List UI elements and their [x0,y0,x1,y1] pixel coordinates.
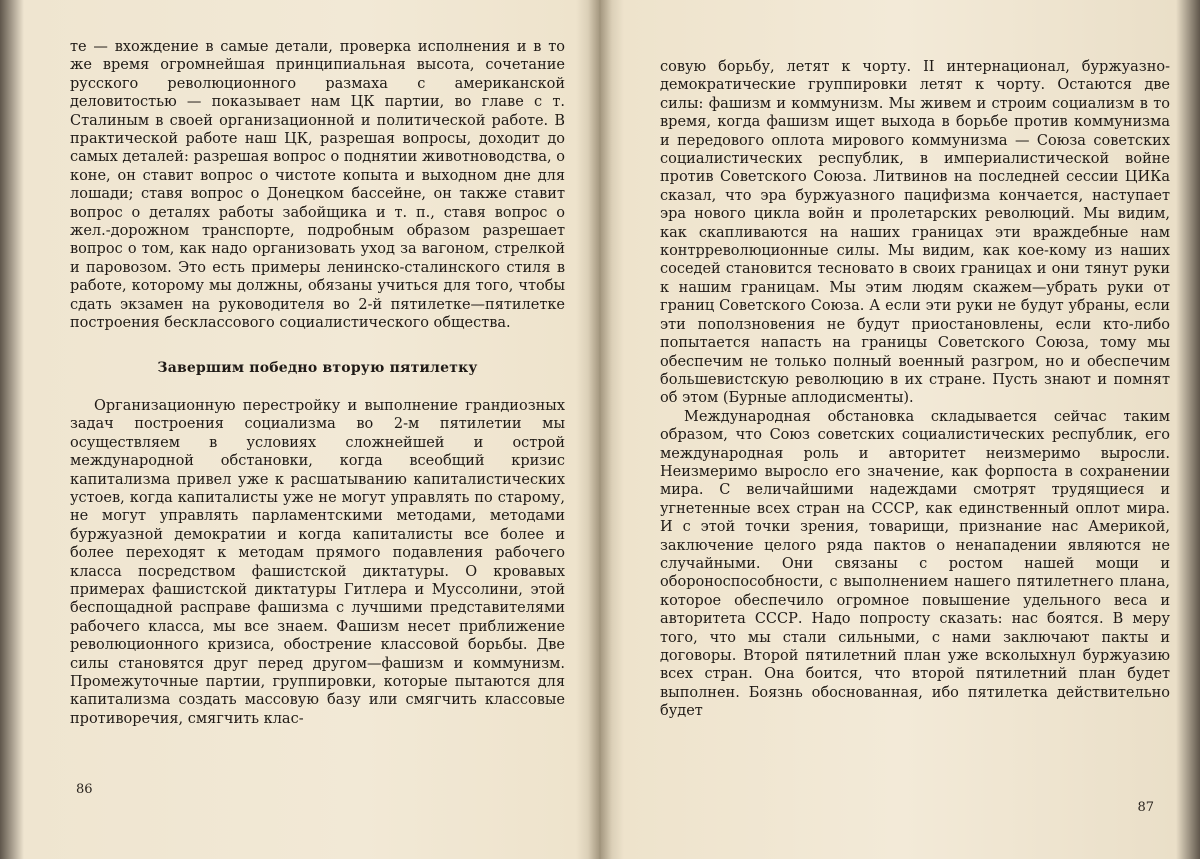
right-paragraph-2: Международная обстановка складывается сейчас таким образом, что Союз советских социалистических республик, его международная роль и авторитет неизмеримо выросли. Неизмеримо выросло его значение, как форпоста в сохранении мира. С величайшими надеждами смотрят трудящиеся и угнетенные всех стран на СССР, как единственный оплот мира. И с этой точки зрения, товарищи, признание нас Америкой, заключение целого ряда пактов о ненападении являются не случайными. Они связаны с ростом нашей мощи и обороноспособности, с выполнением нашего пятилетнего плана, которое обеспечило огромное повышение удельного веса и авторитета СССР. Надо попросту сказать: нас боятся. В меру того, что мы стали сильными, с нами заключают пакты и договоры. Второй пятилетний план уже всколыхнул буржуазию всех стран. Она боится, что второй пятилетний план будет выполнен. Боязнь обоснованная, ибо пятилетка действительно будет [660,408,1170,720]
right-page [600,0,1200,859]
right-page-number: 87 [1137,800,1154,815]
section-heading: Завершим победно вторую пятилетку [157,359,478,376]
left-page-text [70,38,565,728]
left-page-number: 86 [76,782,93,797]
right-page-text [660,58,1170,721]
right-paragraph-1: совую борьбу, летят к чорту. II интернационал, буржуазно-демократические группировки летят к чорту. Остаются две силы: фашизм и коммунизм. Мы живем и строим социализм в то время, когда фашизм ищет выхода в борьбе против коммунизма и передового оплота мирового коммунизма — Союза советских социалистических республик, в империалистической войне против Советского Союза. Литвинов на последней сессии ЦИКа сказал, что эра буржуазного пацифизма кончается, наступает эра нового цикла войн и пролетарских революций. Мы видим, как скапливаются на наших границах эти враждебные нам контрреволюционные силы. Мы видим, как кое-кому из наших соседей становится тесновато в своих границах и они тянут руки к нашим границам. Мы этим людям скажем—убрать руки от границ Советского Союза. А если эти руки не будут убраны, если эти поползновения не будут приостановлены, если кто-либо попытается напасть на границы Советского Союза, тому мы обеспечим не только полный военный разгром, но и обеспечим большевистскую революцию в их стране. Пусть знают и помнят об этом (Бурные аплодисменты). [660,59,1170,407]
left-paragraph-2: Организационную перестройку и выполнение грандиозных задач построения социализма во 2-м пятилетии мы осуществляем в условиях сложнейшей и острой международной обстановки, когда всеобщий кризис капитализма привел уже к расшатыванию капиталистических устоев, когда капиталисты уже не могут управлять по старому, не могут управлять парламентскими методами, методами буржуазной демократии и когда капиталисты все более и более переходят к методам прямого подавления рабочего класса посредством фашистской диктатуры. О кровавых примерах фашистской диктатуры Гитлера и Муссолини, этой беспощадной расправе фашизма с лучшими представителями рабочего класса, мы все знаем. Фашизм несет приближение революционного кризиса, обострение классовой борьбы. Две силы становятся друг перед другом—фашизм и коммунизм. Промежуточные партии, группировки, которые пытаются для капитализма создать массовую базу или смягчить классовые противоречия, смягчить клас- [70,397,565,727]
left-paragraph-1: те — вхождение в самые детали, проверка исполнения и в то же время огромнейшая принципиальная высота, сочетание русского революционного размаха с американской деловитостью — показывает нам ЦК партии, во главе с т. Сталиным в своей организационной и политической работе. В практической работе наш ЦК, разрешая вопросы, доходит до самых деталей: разрешая вопрос о поднятии животноводства, о коне, он ставит вопрос о чистоте копыта и выходном дне для лошади; ставя вопрос о Донецком бассейне, он также ставит вопрос о деталях работы забойщика и т. п., ставя вопрос о жел.-дорожном транспорте, подробным образом разрешает вопрос о том, как надо организовать уход за вагоном, стрелкой и паровозом. Это есть примеры ленинско-сталинского стиля в работе, которому мы должны, обязаны учиться для того, чтобы сдать экзамен на руководителя во 2-й пятилетке—пятилетке построения бесклассового социалистического общества. [70,39,565,332]
